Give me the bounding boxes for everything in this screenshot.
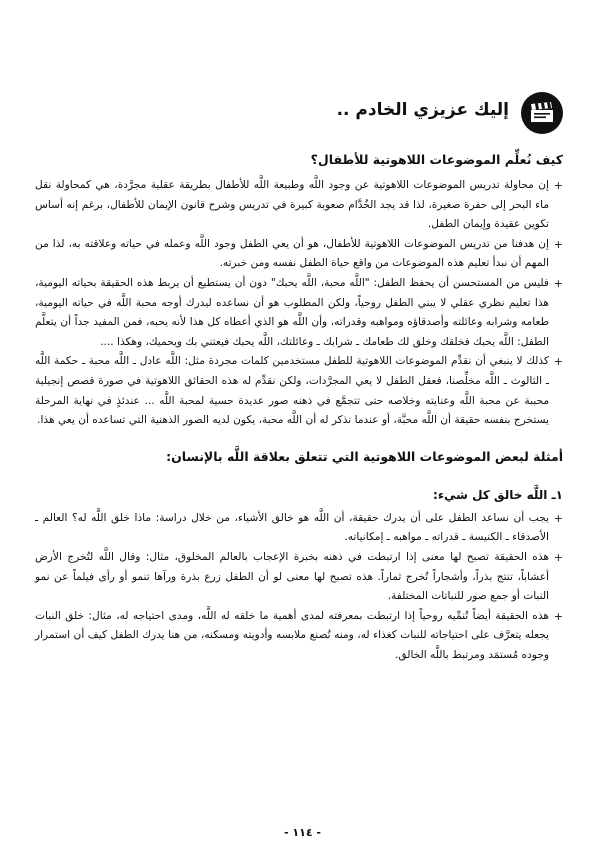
- list-item: + هذه الحقيقة أيضاً تُنمِّيه روحياً إذا ارتبطت بمعرفته لمدى أهمية ما خلقه له اللَّه، ومدى احتياجه له، مثال: خلق النبات يجعله يتعرَّف على احتياجاته للنبات كغذاء له، ومنه تُصنع ملابسه وأدويته ومسكنه، من هنا يدرك الطفل كيف أن استمرار وجوده مُستمَد ومرتبط باللَّه الخالق.: [35, 607, 563, 666]
- bullet-plus-icon: +: [553, 511, 563, 525]
- list-item: + كذلك لا ينبغي أن نقدِّم الموضوعات اللاهوتية للطفل مستخدمين كلمات مجردة مثل: اللَّه عادل ـ اللَّه محبة ـ حكمة اللَّه ـ الثالوث ـ اللَّه مخلِّصنا، فعقل الطفل لا يعي المجرَّدات، ولكن نقدِّم له هذه الحقائق اللاهوتية في صورة قصص إنجيلية محببة عن محبة اللَّه وعنايته وخلاصه حتى تتجمَّع في ذهنه صور عديدة حسية لمحبة اللَّه ... عندئذٍ في نهاية المرحلة يستخرج بنفسه حقيقة أن اللَّه محبَّة، أو عندما نذكر له أن اللَّه محبة، يكون لديه الصور الذهنية التي تساعده أن يعي هذا.: [35, 352, 563, 430]
- list-item: + يجب أن نساعد الطفل على أن يدرك حقيقة، أن اللَّه هو خالق الأشياء، من خلال دراسة: ماذا خلق اللَّه له؟ العالم ـ الأصدقاء ـ الكنيسة ـ قدراته ـ مواهبه ـ إمكانياته.: [35, 509, 563, 548]
- list-item: + إن محاولة تدريس الموضوعات اللاهوتية عن وجود اللَّه وطبيعة اللَّه للأطفال بطريقة عقلية مجرَّدة، هي كمحاولة نقل ماء البحر إلى حفرة صغيرة، لذا قد يجد الخُدَّام صعوبة كبيرة في تدريس وشرح قانون الإيمان للأطفال، برغم إنه أساس تكوين عقيدة وإيمان الطفل.: [35, 176, 563, 235]
- section-heading-examples: أمثلة لبعض الموضوعات اللاهوتية التي تتعلق بعلاقة اللَّه بالإنسان:: [166, 448, 563, 464]
- list-item: + هذه الحقيقة تصبح لها معنى إذا ارتبطت في ذهنه بخبرة الإعجاب بالعالم المخلوق، مثال: وقال اللَّه لتُخرج الأرض أعشاباً، تنتج بذراً، وأشجاراً تُخرج ثماراً. هذه تصبح لها معنى لو أن الطفل زرع بذرة ورآها تنمو أو رأى فيلماً عن نمو النبات أو جمع صور للنباتات المختلفة.: [35, 548, 563, 607]
- section2-bullets: [35, 509, 563, 666]
- list-item: + فليس من المستحسن أن يحفظ الطفل: "اللَّه محبة، اللَّه يحبك" دون أن يستطيع أن يربط هذه الحقيقة بحياته اليومية، هذا تعليم نظري عقلي لا يبني الطفل روحياً، ولكن المطلوب هو أن نساعده ليدرك أوجه محبة اللَّه في حياته اليومية، طعامه وشرابه وعائلته وأصدقاؤه ومواهبه وقدراته، وأن اللَّه هو الذي أعطاه كل هذا لأنه يحبه، فمن المفيد جداً أن يتعلَّم الطفل: اللَّه يحبك فخلقك وخلق لك طعامك ـ شرابك ـ وعائلتك، اللَّه يحبك فيعتني بك ويحميك، وهكذا ....: [35, 274, 563, 352]
- bullet-plus-icon: +: [553, 237, 563, 251]
- bullet-plus-icon: +: [553, 609, 563, 623]
- subheading-god-creator: ١ـ اللَّه خالق كل شيء:: [433, 487, 563, 502]
- page-header: [43, 92, 563, 138]
- bullet-plus-icon: +: [553, 179, 563, 192]
- clapperboard-icon: [521, 92, 563, 134]
- section-heading-how-to-teach: كيف نُعلِّم الموضوعات اللاهوتية للأطفال؟: [310, 152, 563, 167]
- page-number: - ١١٤ -: [284, 826, 321, 839]
- bullet-plus-icon: +: [553, 550, 563, 564]
- bullet-plus-icon: +: [553, 276, 563, 290]
- bullet-plus-icon: +: [553, 355, 563, 369]
- list-item: + إن هدفنا من تدريس الموضوعات اللاهوتية للأطفال، هو أن يعي الطفل وجود اللَّه وعمله في حياته وعلاقته به، لذا من المهم أن نبدأ تعليم هذه الموضوعات من واقع حياة الطفل نفسه ومن خبرته.: [35, 235, 563, 274]
- section1-bullets: [35, 176, 563, 431]
- main-content: [35, 150, 563, 665]
- header-title: إليك عزيزي الخادم ..: [336, 100, 509, 120]
